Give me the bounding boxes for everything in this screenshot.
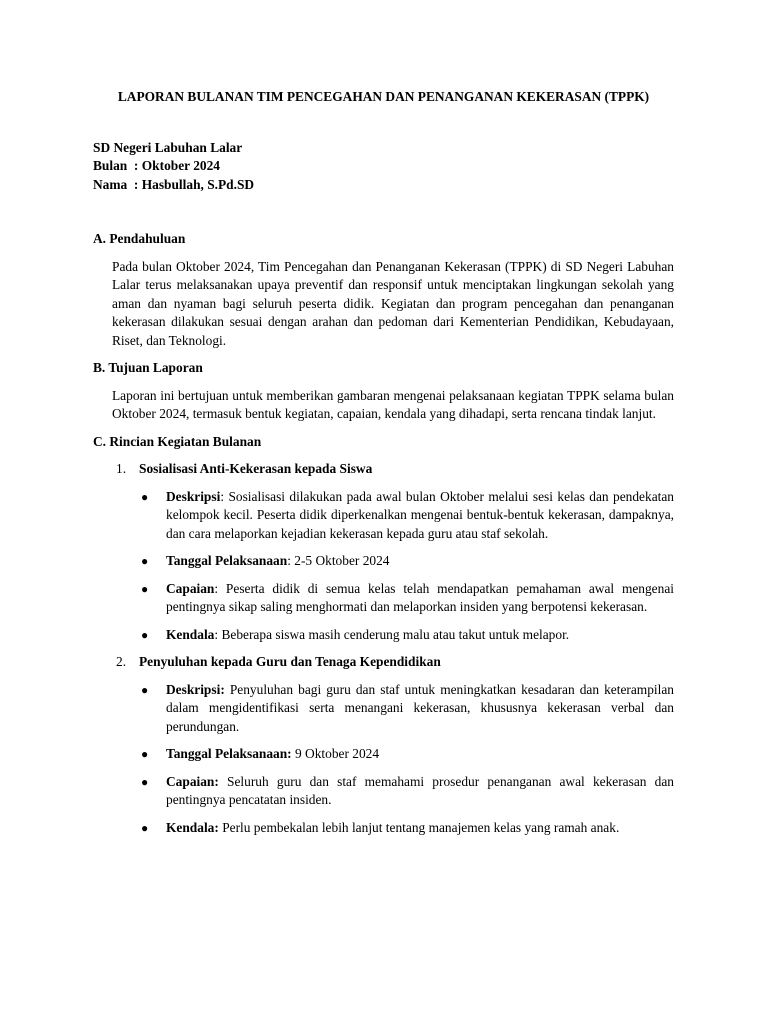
- bullet-text: 2-5 Oktober 2024: [294, 553, 390, 568]
- name-line: Nama : Hasbullah, S.Pd.SD: [93, 176, 255, 192]
- bullet-icon: ●: [141, 489, 149, 504]
- section-b-heading: B. Tujuan Laporan: [93, 360, 203, 375]
- bullet-label: Deskripsi: [166, 488, 221, 504]
- bullet-item: ● Kendala: Beberapa siswa masih cenderung malu atau takut untuk melapor.: [166, 626, 674, 645]
- bullet-text: Sosialisasi dilakukan pada awal bulan Oktober melalui sesi kelas dan pendekatan kelompok kecil. Peserta didik diperkenalkan mengenai bentuk-bentuk kekerasan, dampaknya, dan cara melaporkan kejadian kekerasan kepada guru atau staf sekolah.: [166, 488, 674, 541]
- bullet-label: Kendala:: [166, 819, 219, 835]
- bullet-label: Kendala: [166, 626, 215, 642]
- section-a-text: Pada bulan Oktober 2024, Tim Pencegahan dan Penanganan Kekerasan (TPPK) di SD Negeri Labuhan Lalar terus melaksanakan upaya preventif dan responsif untuk menciptakan lingkungan sekolah yang aman dan nyaman bagi seluruh peserta didik. Kegiatan dan program pencegahan dan penanganan kekerasan dilakukan sesuai dengan arahan dan pedoman dari Kementerian Pendidikan, Kebudayaan, Riset, dan Teknologi.: [112, 258, 674, 348]
- bullet-label: Tanggal Pelaksanaan:: [166, 746, 292, 761]
- bullet-item: [141, 681, 674, 737]
- activity-item-2: [116, 653, 674, 672]
- bullet-item: [141, 819, 674, 838]
- bullet-label: Tanggal Pelaksanaan: [166, 553, 288, 568]
- activity-title: Penyuluhan kepada Guru dan Tenaga Kependidikan: [139, 654, 441, 669]
- school-name: SD Negeri Labuhan Lalar: [93, 139, 243, 155]
- bullet-item: [141, 745, 674, 764]
- bullet-icon: ●: [141, 581, 149, 596]
- bullet-text: 9 Oktober 2024: [295, 746, 380, 761]
- activity-1-bullets: [93, 488, 674, 645]
- section-b-text: Laporan ini bertujuan untuk memberikan gambaran mengenai pelaksanaan kegiatan TPPK selama bulan Oktober 2024, termasuk bentuk kegiatan, capaian, kendala yang dihadapi, serta rencana tindak lanjut.: [112, 387, 674, 421]
- bullet-icon: ●: [141, 747, 149, 761]
- bullet-label: Capaian:: [166, 773, 219, 789]
- bullet-item: ● Tanggal Pelaksanaan: 2-5 Oktober 2024: [166, 552, 674, 571]
- bullet-label: Deskripsi:: [166, 681, 225, 697]
- document-title: LAPORAN BULANAN TIM PENCEGAHAN DAN PENANGANAN KEKERASAN (TPPK): [117, 89, 650, 104]
- section-c-heading: C. Rincian Kegiatan Bulanan: [93, 433, 262, 449]
- bullet-text: Perlu pembekalan lebih lanjut tentang manajemen kelas yang ramah anak.: [222, 819, 620, 835]
- bullet-text: Penyuluhan bagi guru dan staf untuk meningkatkan kesadaran dan keterampilan dalam mengidentifikasi serta menangani kekerasan, khususnya kekerasan verbal dan perundungan.: [166, 681, 674, 734]
- bullet-icon: ●: [141, 554, 149, 568]
- bullet-item: ● Capaian: Peserta didik di semua kelas telah mendapatkan pemahaman awal mengenai pentingnya sikap saling menghormati dan melaporkan insiden yang berpotensi kekerasan.: [141, 580, 674, 614]
- section-a-heading: A. Pendahuluan: [93, 231, 186, 246]
- bullet-icon: ●: [141, 820, 149, 835]
- month-line: Bulan : Oktober 2024: [93, 158, 220, 173]
- bullet-label: Capaian: [166, 580, 215, 596]
- activity-number: 2.: [116, 654, 127, 669]
- bullet-text: Peserta didik di semua kelas telah mendapatkan pemahaman awal mengenai pentingnya sikap saling menghormati dan melaporkan insiden yang berpotensi kekerasan.: [166, 580, 674, 614]
- bullet-icon: ●: [141, 682, 149, 697]
- activity-item-1: [116, 460, 674, 479]
- bullet-item: [141, 773, 674, 810]
- activity-2-bullets: [93, 681, 674, 838]
- activity-number: 1.: [116, 461, 127, 476]
- bullet-text: Beberapa siswa masih cenderung malu atau takut untuk melapor.: [221, 626, 570, 642]
- bullet-icon: ●: [141, 774, 149, 789]
- document-page: [93, 88, 674, 837]
- bullet-item: ● Deskripsi: Sosialisasi dilakukan pada awal bulan Oktober melalui sesi kelas dan pendekatan kelompok kecil. Peserta didik diperkenalkan mengenai bentuk-bentuk kekerasan, dampaknya, dan cara melaporkan kejadian kekerasan kepada guru atau staf sekolah.: [141, 488, 674, 541]
- bullet-text: Seluruh guru dan staf memahami prosedur penanganan awal kekerasan dan pentingnya pencatatan insiden.: [166, 773, 674, 807]
- bullet-icon: ●: [141, 627, 149, 642]
- header-info: [93, 139, 674, 195]
- activity-title: Sosialisasi Anti-Kekerasan kepada Siswa: [139, 461, 373, 476]
